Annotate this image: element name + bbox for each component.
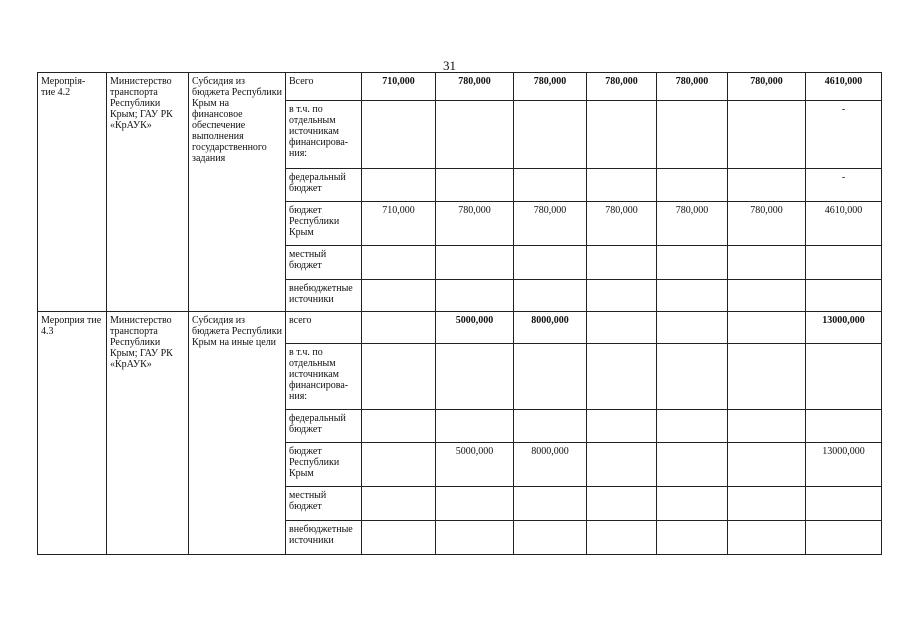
value-cell (657, 487, 728, 521)
page-number: 31 (443, 58, 456, 73)
value-cell: 780,000 (514, 73, 587, 101)
value-cell: 4610,000 (806, 73, 882, 101)
value-cell: - (806, 101, 882, 169)
value-cell: 710,000 (362, 202, 436, 246)
value-cell (514, 344, 587, 410)
value-cell (806, 344, 882, 410)
funding-source-cell: бюджет Республики Крым (286, 202, 362, 246)
value-cell: 780,000 (436, 202, 514, 246)
executor-cell: Министерство транспорта Республики Крым; ГАУ РК «КрАУК» (107, 73, 189, 312)
value-cell (362, 246, 436, 280)
value-cell: 710,000 (362, 73, 436, 101)
value-cell (587, 521, 657, 555)
funding-source-cell: в т.ч. по отдельным источникам финансирова-ния: (286, 344, 362, 410)
value-cell (728, 410, 806, 443)
value-cell (657, 169, 728, 202)
measure-cell: Меропрія- тие 4.2 (38, 73, 107, 312)
value-cell: - (806, 169, 882, 202)
measure-cell: Мероприя тие 4.3 (38, 312, 107, 555)
value-cell (587, 101, 657, 169)
value-cell: 780,000 (514, 202, 587, 246)
value-cell: 780,000 (728, 202, 806, 246)
funding-source-cell: федеральный бюджет (286, 169, 362, 202)
budget-table (37, 72, 882, 555)
value-cell (728, 487, 806, 521)
value-cell (436, 410, 514, 443)
value-cell (362, 410, 436, 443)
value-cell (514, 169, 587, 202)
funding-source-cell: местный бюджет (286, 487, 362, 521)
value-cell (362, 312, 436, 344)
value-cell (362, 101, 436, 169)
value-cell: 13000,000 (806, 312, 882, 344)
value-cell (728, 521, 806, 555)
description-cell: Субсидия из бюджета Республики Крым на иные цели (189, 312, 286, 555)
value-cell: 780,000 (587, 202, 657, 246)
funding-source-cell: внебюджетные источники (286, 280, 362, 312)
value-cell (587, 280, 657, 312)
value-cell (587, 443, 657, 487)
value-cell (514, 487, 587, 521)
value-cell (587, 169, 657, 202)
value-cell (587, 344, 657, 410)
value-cell (362, 169, 436, 202)
value-cell (728, 101, 806, 169)
value-cell (514, 280, 587, 312)
executor-cell: Министерство транспорта Республики Крым; ГАУ РК «КрАУК» (107, 312, 189, 555)
value-cell (587, 246, 657, 280)
value-cell (657, 280, 728, 312)
value-cell (362, 280, 436, 312)
value-cell (436, 344, 514, 410)
value-cell (362, 344, 436, 410)
value-cell (657, 344, 728, 410)
value-cell (728, 443, 806, 487)
value-cell (728, 312, 806, 344)
value-cell: 8000,000 (514, 443, 587, 487)
funding-source-cell: Всего (286, 73, 362, 101)
value-cell (657, 521, 728, 555)
table-row (38, 73, 882, 101)
description-cell: Субсидия из бюджета Республики Крым на финансовое обеспечение выполнения государственного задания (189, 73, 286, 312)
funding-source-cell: всего (286, 312, 362, 344)
value-cell (806, 521, 882, 555)
funding-source-cell: бюджет Республики Крым (286, 443, 362, 487)
value-cell (436, 487, 514, 521)
value-cell (806, 410, 882, 443)
value-cell (657, 312, 728, 344)
value-cell (362, 443, 436, 487)
value-cell (362, 487, 436, 521)
value-cell (657, 246, 728, 280)
value-cell (514, 246, 587, 280)
value-cell: 780,000 (587, 73, 657, 101)
value-cell: 780,000 (657, 73, 728, 101)
funding-source-cell: в т.ч. по отдельным источникам финансирова-ния: (286, 101, 362, 169)
value-cell: 4610,000 (806, 202, 882, 246)
value-cell (728, 246, 806, 280)
value-cell (514, 101, 587, 169)
value-cell (728, 169, 806, 202)
value-cell (436, 521, 514, 555)
value-cell (436, 101, 514, 169)
value-cell (436, 169, 514, 202)
value-cell (514, 410, 587, 443)
value-cell: 780,000 (657, 202, 728, 246)
value-cell (587, 487, 657, 521)
value-cell: 5000,000 (436, 312, 514, 344)
value-cell (587, 312, 657, 344)
value-cell (657, 410, 728, 443)
value-cell (436, 246, 514, 280)
value-cell: 8000,000 (514, 312, 587, 344)
table-row (38, 312, 882, 344)
value-cell (806, 280, 882, 312)
value-cell (806, 487, 882, 521)
value-cell (657, 443, 728, 487)
value-cell (514, 521, 587, 555)
value-cell: 780,000 (728, 73, 806, 101)
value-cell (728, 280, 806, 312)
value-cell (362, 521, 436, 555)
value-cell: 780,000 (436, 73, 514, 101)
funding-source-cell: местный бюджет (286, 246, 362, 280)
value-cell: 13000,000 (806, 443, 882, 487)
value-cell (436, 280, 514, 312)
budget-table-body (38, 73, 882, 555)
value-cell: 5000,000 (436, 443, 514, 487)
funding-source-cell: федеральный бюджет (286, 410, 362, 443)
value-cell (806, 246, 882, 280)
value-cell (587, 410, 657, 443)
value-cell (728, 344, 806, 410)
funding-source-cell: внебюджетные источники (286, 521, 362, 555)
value-cell (657, 101, 728, 169)
